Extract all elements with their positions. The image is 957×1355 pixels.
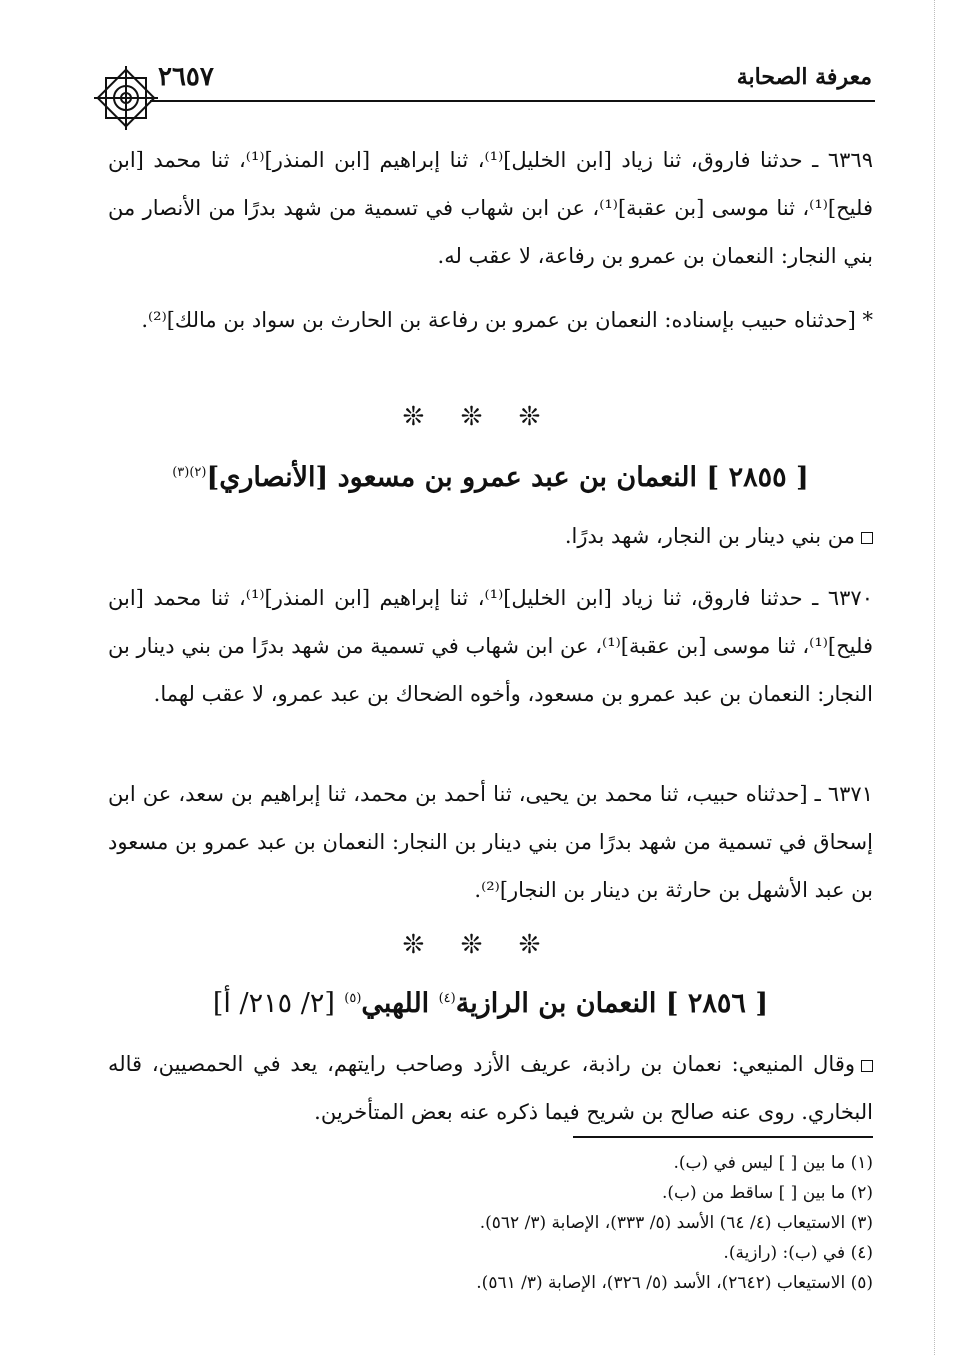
hadith-6371: ٦٣٧١ ـ [حدثناه حبيب، ثنا محمد بن يحيى، ثنا أحمد بن محمد، ثنا إبراهيم بن سعد، عن ابن إسحاق في تسمية من شهد بدرًا من بني دينار بن النجار: النعمان بن عبد عمرو بن مسعود بن عبد الأشهل بن حارثة بن دينار بن النجار]⁽²⁾. [108,782,873,902]
heading-2856-footnote-ref-1: (٤) [438,991,456,1006]
entry-2855-intro-text: من بني دينار بن النجار، شهد بدرًا. [564,524,855,548]
footnote-rule [573,1136,873,1138]
section-separator-2: ❊ ❊ ❊ [402,930,555,960]
footnote-4: (٤) في (ب): (رازية). [723,1243,873,1263]
heading-2856-footnote-ref-2: (٥) [344,991,362,1006]
footnote-2: (٢) ما بين [ ] ساقط من (ب). [662,1183,873,1203]
habib-note: * [حدثناه حبيب بإسناده: النعمان بن عمرو بن رفاعة بن الحارث بن سواد بن مالك]⁽²⁾. [141,308,873,332]
square-bullet-icon [861,532,873,544]
footnotes [108,1148,873,1298]
book-title: معرفة الصحابة [736,64,872,90]
square-bullet-icon [861,1060,873,1072]
footnote-5: (٥) الاستيعاب (٢٦٤٢)، الأسد (٥/ ٣٢٦)، الإصابة (٣/ ٥٦١). [476,1273,873,1293]
entry-heading-2856 [108,988,873,1019]
hadith-6370: ٦٣٧٠ ـ حدثنا فاروق، ثنا زياد [ابن الخليل]⁽¹⁾، ثنا إبراهيم [ابن المنذر]⁽¹⁾، ثنا محمد [ابن فليح]⁽¹⁾، ثنا موسى [بن عقبة]⁽¹⁾، عن ابن شهاب في تسمية من شهد بدرًا من بني دينار بن النجار: النعمان بن عبد عمرو بن مسعود، وأخوه الضحاك بن عبد عمرو، لا عقب لهما. [108,586,873,706]
hadith-6369: ٦٣٦٩ ـ حدثنا فاروق، ثنا زياد [ابن الخليل]⁽¹⁾، ثنا إبراهيم [ابن المنذر]⁽¹⁾، ثنا محمد [ابن فليح]⁽¹⁾، ثنا موسى [بن عقبة]⁽¹⁾، عن ابن شهاب في تسمية من شهد بدرًا من الأنصار من بني النجار: النعمان بن عمرو بن رفاعة، لا عقب له. [108,148,873,268]
footnote-1: (١) ما بين [ ] ليس في (ب). [673,1153,873,1173]
heading-2855-text: [ ٢٨٥٥ ] النعمان بن عبد عمرو بن مسعود [الأنصاري] [206,462,809,493]
footnote-3: (٣) الاستيعاب (٤/ ٦٤) الأسد (٥/ ٣٣٣)، الإصابة (٣/ ٥٦٢). [479,1213,873,1233]
entry-2855-intro [108,512,873,560]
page-number: ٢٦٥٧ [158,62,214,92]
heading-2856-text: [ ٢٨٥٦ ] النعمان بن الرازية [455,988,769,1019]
header-rule [150,100,875,102]
ornament-star-icon [90,62,162,134]
page-edge-line [934,0,935,1355]
heading-2855-footnote-ref: (٢)(٣) [172,465,207,480]
entry-2856-body: وقال المنيعي: نعمان بن راذبة، عريف الأزد وصاحب رايتهم، يعد في الحمصيين، قاله البخاري. روى عنه صالح بن شريح فيما ذكره عنه بعض المتأخرين. [108,1052,873,1124]
entry-2856-text [108,1040,873,1136]
entry-heading-2855 [108,462,873,493]
heading-2856-manuscript-ref: [٢/ ٢١٥/ أ] [212,988,335,1019]
heading-2856-nisba: اللهبي [361,988,430,1019]
section-separator: ❊ ❊ ❊ [402,402,555,432]
